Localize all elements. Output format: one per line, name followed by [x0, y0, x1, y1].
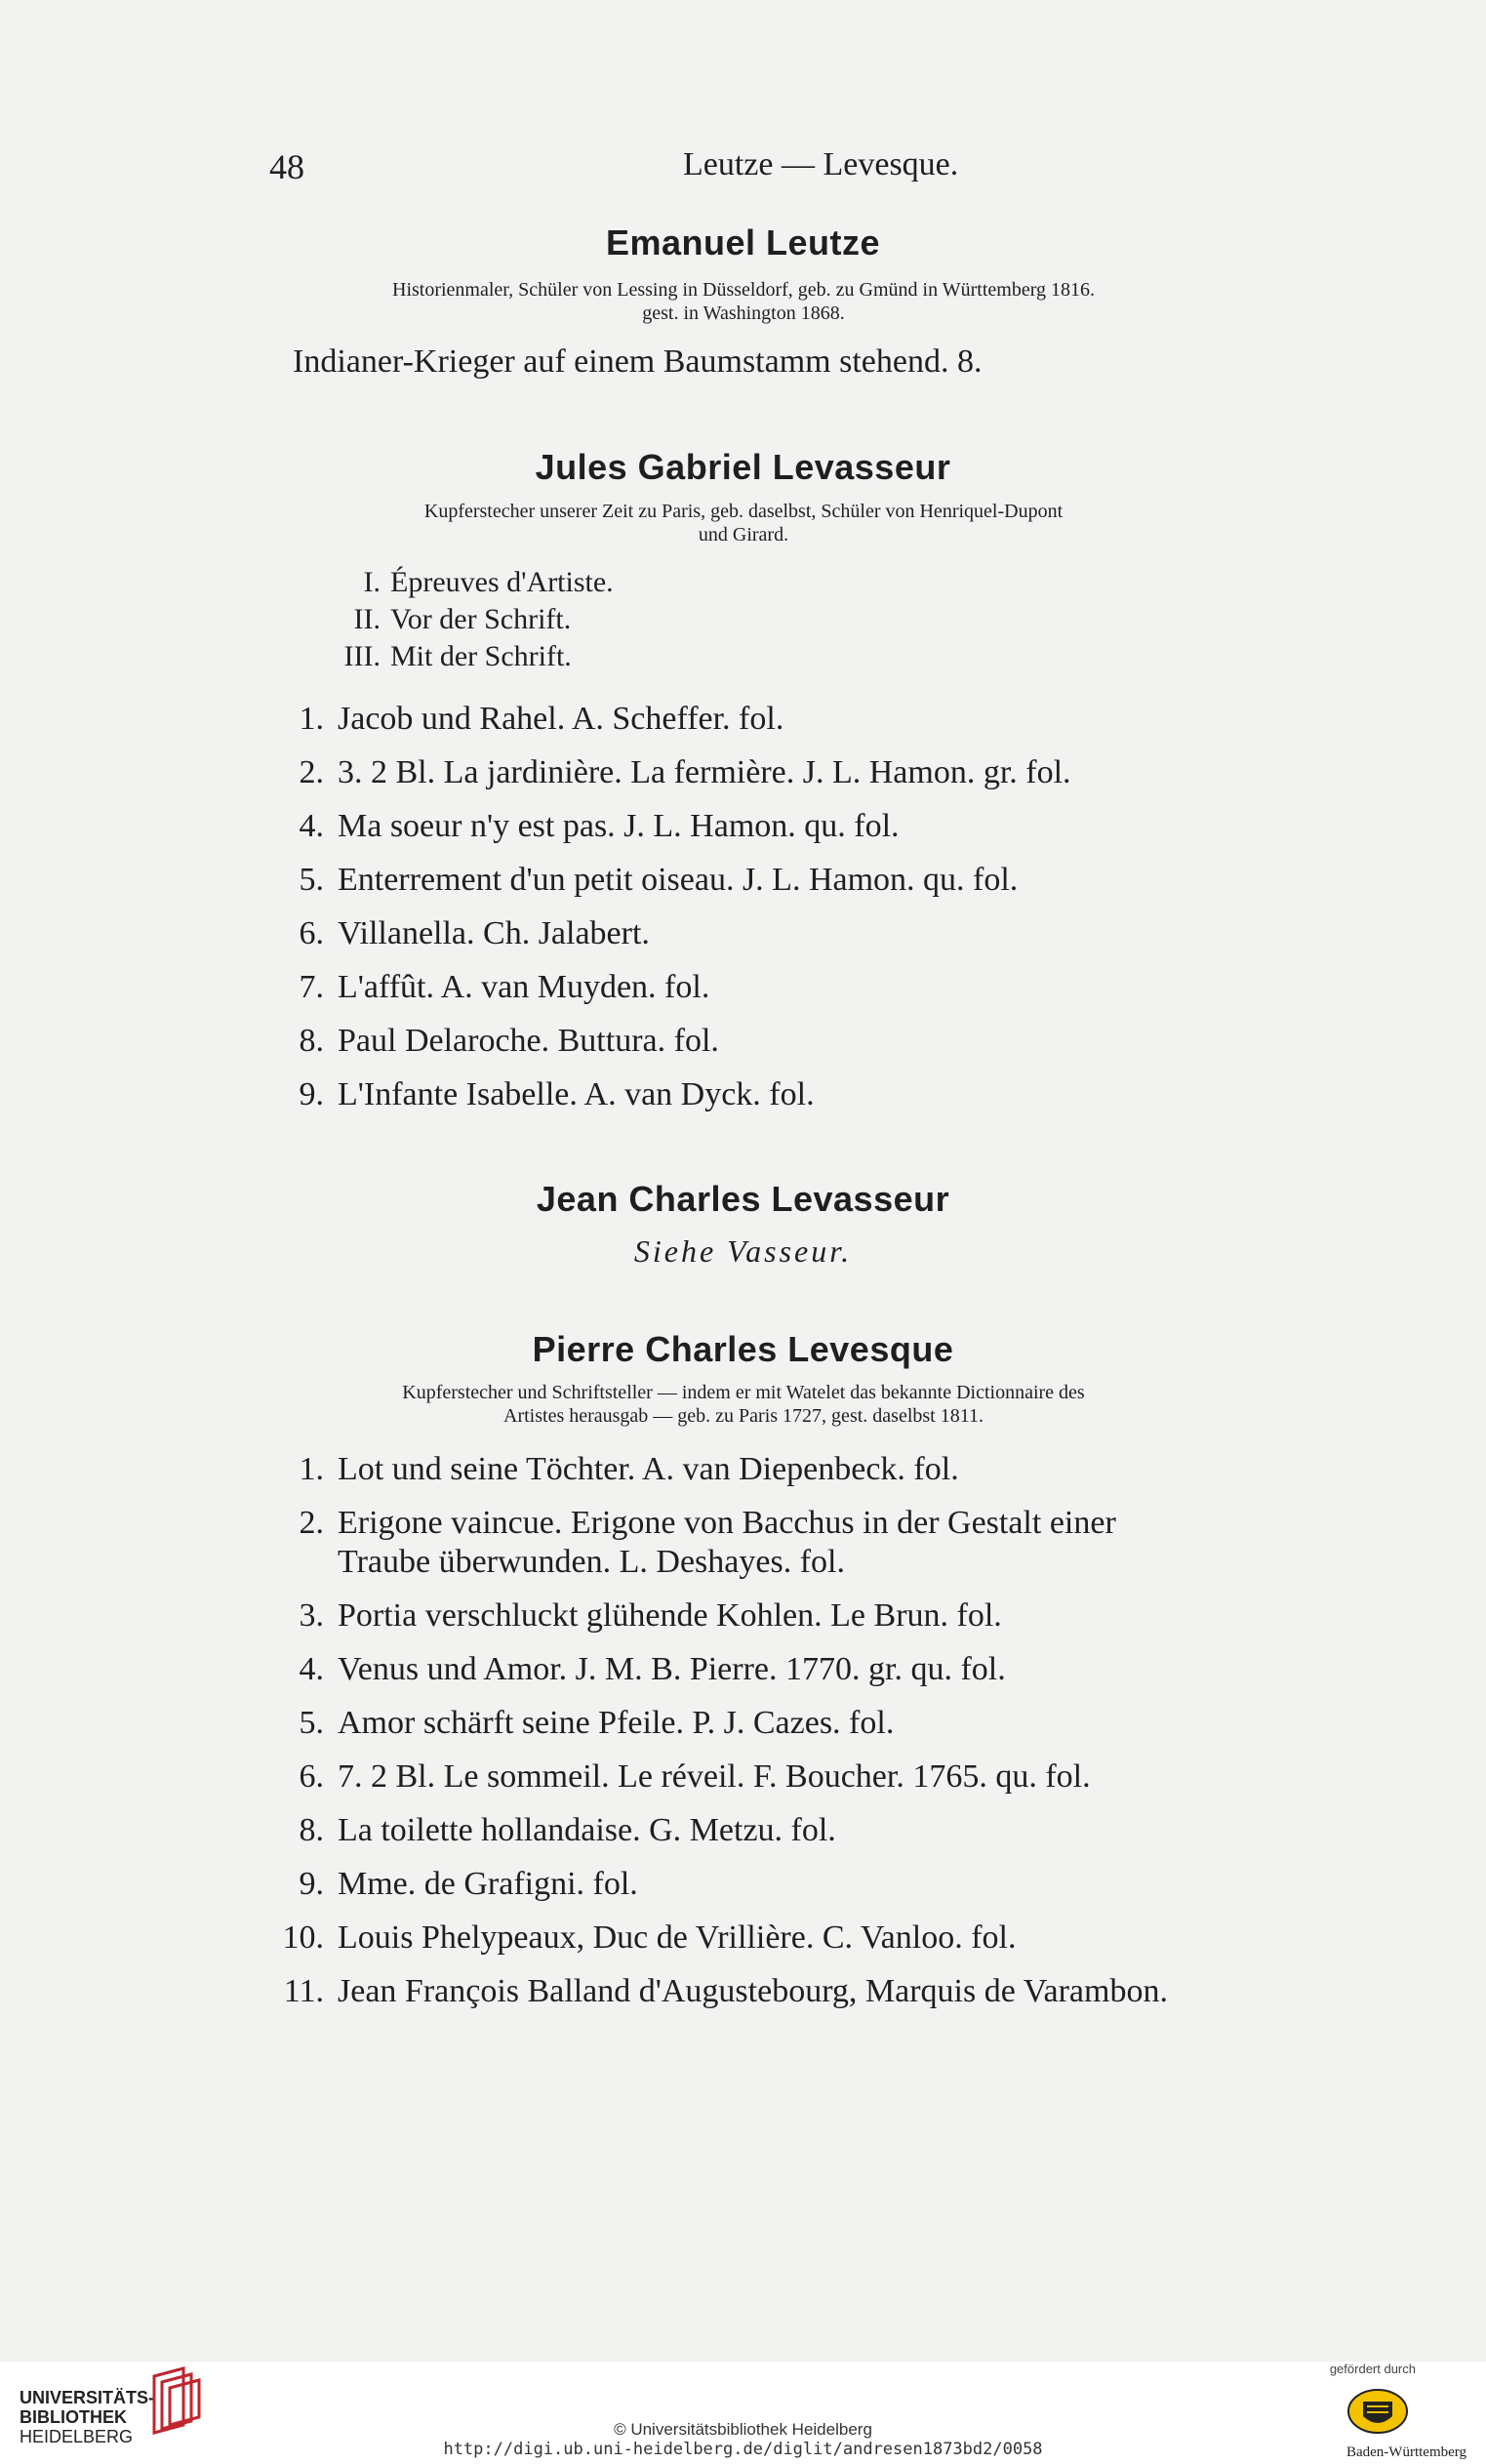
bio-line: Kupferstecher und Schriftsteller — indem er mit Watelet das bekannte Dictionnaire des	[402, 1382, 1085, 1403]
entry-num: 3.	[299, 1597, 324, 1634]
entry-text: Venus und Amor. J. M. B. Pierre. 1770. gr. qu. fol.	[338, 1651, 1006, 1687]
states-list	[0, 566, 1486, 683]
state-text: Épreuves d'Artiste.	[390, 566, 614, 598]
entry-text: Lot und seine Töchter. A. van Diepenbeck. fol.	[338, 1451, 959, 1487]
entry-text: La toilette hollandaise. G. Metzu. fol.	[338, 1812, 836, 1848]
funded-by-label: gefördert durch	[1329, 2362, 1416, 2376]
entry-text: 7. 2 Bl. Le sommeil. Le réveil. F. Boucher. 1765. qu. fol.	[338, 1758, 1091, 1795]
state-num: II.	[353, 603, 381, 635]
entry-num: 1.	[299, 701, 324, 737]
entry-num: 8.	[299, 1812, 324, 1848]
entries-jules-levasseur	[0, 701, 1486, 1130]
entry-text: L'Infante Isabelle. A. van Dyck. fol.	[338, 1076, 815, 1112]
entry-text: Jean François Balland d'Augustebourg, Marquis de Varambon.	[338, 1973, 1168, 2009]
entry-text: Amor schärft seine Pfeile. P. J. Cazes. fol.	[338, 1705, 895, 1741]
see-also-note: Siehe Vasseur.	[633, 1233, 853, 1269]
entry-text: Villanella. Ch. Jalabert.	[338, 915, 650, 951]
entry-num: 2.	[299, 1505, 324, 1541]
entry-num: 5.	[299, 1705, 324, 1741]
entry-num: 5.	[299, 862, 324, 898]
entry-text: Enterrement d'un petit oiseau. J. L. Hamon. qu. fol.	[338, 862, 1019, 898]
entry-num: 4.	[299, 808, 324, 844]
artist-bio-jules-levasseur	[207, 500, 1280, 546]
entry-num: 6.	[299, 915, 324, 951]
copyright-text: © Universitätsbibliothek Heidelberg	[614, 2420, 872, 2439]
entry-text: Mme. de Grafigni. fol.	[338, 1866, 638, 1902]
entry-num: 7.	[299, 969, 324, 1005]
page-number: 48	[269, 147, 304, 186]
state-num: I.	[363, 566, 381, 598]
artist-heading-leutze: Emanuel Leutze	[605, 222, 881, 263]
entry-text: Jacob und Rahel. A. Scheffer. fol.	[338, 701, 784, 737]
state-num: III.	[343, 640, 381, 672]
source-url[interactable]: http://digi.ub.uni-heidelberg.de/diglit/andresen1873bd2/0058	[443, 2440, 1043, 2459]
entry-num: 11.	[283, 1973, 324, 2009]
state-text: Mit der Schrift.	[390, 640, 572, 672]
bio-line: und Girard.	[698, 524, 789, 545]
entry-num: 9.	[299, 1866, 324, 1902]
artist-heading-levesque: Pierre Charles Levesque	[532, 1329, 954, 1369]
artist-heading-jules-levasseur: Jules Gabriel Levasseur	[535, 447, 951, 487]
entry-text: Louis Phelypeaux, Duc de Vrillière. C. Vanloo. fol.	[338, 1919, 1017, 1956]
entry-num: 2.	[299, 754, 324, 790]
funder-name: Baden-Württemberg	[1345, 2444, 1466, 2460]
entry-num: 10.	[282, 1919, 324, 1956]
entry-text: Portia verschluckt glühende Kohlen. Le Brun. fol.	[338, 1597, 1002, 1634]
entry-text-continued: Traube überwunden. L. Deshayes. fol.	[338, 1544, 845, 1580]
entry-num: 9.	[299, 1076, 324, 1112]
bio-line: Kupferstecher unserer Zeit zu Paris, geb. daselbst, Schüler von Henriquel-Dupont	[423, 501, 1064, 522]
state-text: Vor der Schrift.	[390, 603, 572, 635]
entry-levesque-11-block	[0, 2027, 1486, 2144]
library-name-line: HEIDELBERG	[20, 2427, 134, 2446]
entry-num: 4.	[299, 1651, 324, 1687]
state-coat-of-arms-icon	[1344, 2387, 1412, 2436]
bio-line: Artistes herausgab — geb. zu Paris 1727, gest. daselbst 1811.	[503, 1405, 984, 1427]
entry-text: Erigone vaincue. Erigone von Bacchus in der Gestalt einer	[338, 1505, 1116, 1541]
bio-line: gest. in Washington 1868.	[642, 303, 845, 324]
entry-num: 6.	[299, 1758, 324, 1795]
artist-bio-leutze	[207, 278, 1280, 325]
bio-line: Historienmaler, Schüler von Lessing in Düsseldorf, geb. zu Gmünd in Württemberg 1816.	[392, 279, 1095, 301]
artist-heading-jean-levasseur: Jean Charles Levasseur	[536, 1179, 950, 1219]
entries-levesque	[0, 1451, 1486, 2095]
library-name-line: BIBLIOTHEK	[20, 2407, 127, 2427]
entry-text: Ma soeur n'y est pas. J. L. Hamon. qu. fol.	[338, 808, 900, 844]
entry-text: L'affût. A. van Muyden. fol.	[338, 969, 710, 1005]
running-title: Leutze — Levesque.	[683, 146, 959, 182]
library-name-line: UNIVERSITÄTS-	[20, 2388, 155, 2407]
entry-text: Paul Delaroche. Buttura. fol.	[338, 1023, 719, 1059]
entry-num: 8.	[299, 1023, 324, 1059]
entry-leutze-1: Indianer-Krieger auf einem Baumstamm stehend. 8.	[293, 343, 983, 380]
entry-text: 3. 2 Bl. La jardinière. La fermière. J. L. Hamon. gr. fol.	[338, 754, 1071, 790]
entry-num: 1.	[299, 1451, 324, 1487]
artist-bio-levesque	[207, 1381, 1280, 1428]
